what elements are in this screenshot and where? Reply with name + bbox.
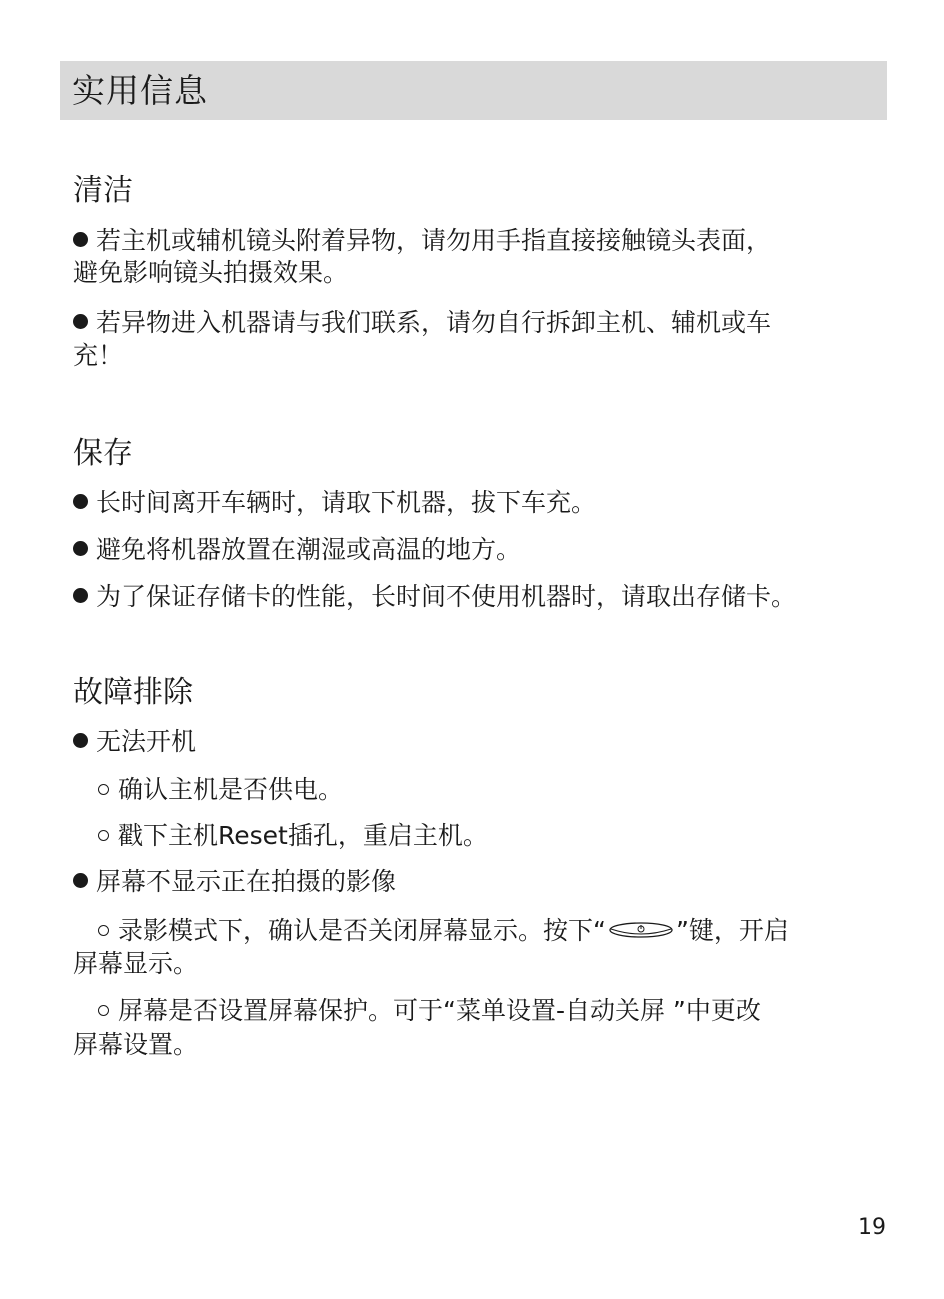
bullet-icon xyxy=(73,588,88,603)
bullet-icon xyxy=(73,541,88,556)
list-item-text: 避免将机器放置在潮湿或高温的地方。 xyxy=(96,535,522,564)
list-item xyxy=(73,307,771,339)
sub-list-item-continuation: 屏幕设置。 xyxy=(73,1030,199,1059)
list-item xyxy=(73,726,196,758)
sub-list-item-text: 确认主机是否供电。 xyxy=(118,775,344,804)
section-heading-storage: 保存 xyxy=(73,436,133,471)
list-item-text: 若异物进入机器请与我们联系，请勿自行拆卸主机、辅机或车 xyxy=(96,308,772,337)
sub-list-item xyxy=(98,774,343,806)
list-item xyxy=(73,534,521,566)
list-item-text: 为了保证存储卡的性能，长时间不使用机器时，请取出存储卡。 xyxy=(96,582,797,611)
power-button-icon xyxy=(608,919,674,941)
list-item-continuation: 充！ xyxy=(73,341,124,370)
hollow-bullet-icon xyxy=(98,784,109,795)
bullet-icon xyxy=(73,873,88,888)
list-item xyxy=(73,866,396,898)
list-item-text: 若主机或辅机镜头附着异物，请勿用手指直接接触镜头表面， xyxy=(96,226,772,255)
sub-list-item xyxy=(98,995,761,1027)
bullet-icon xyxy=(73,314,88,329)
page-number: 19 xyxy=(858,1215,886,1240)
list-item xyxy=(73,581,796,613)
hollow-bullet-icon xyxy=(98,830,109,841)
sub-list-item-continuation: 屏幕显示。 xyxy=(73,949,199,978)
bullet-icon xyxy=(73,494,88,509)
bullet-icon xyxy=(73,232,88,247)
page-title: 实用信息 xyxy=(60,61,887,120)
list-item-text: 无法开机 xyxy=(96,727,197,756)
sub-list-item-text-end: ”键，开启 xyxy=(675,916,789,945)
list-item xyxy=(73,487,596,519)
hollow-bullet-icon xyxy=(98,925,109,936)
sub-list-item xyxy=(98,820,488,852)
bullet-icon xyxy=(73,733,88,748)
sub-list-item xyxy=(98,915,789,947)
hollow-bullet-icon xyxy=(98,1005,109,1016)
sub-list-item-text: 屏幕是否设置屏幕保护。可于“菜单设置-自动关屏 ”中更改 xyxy=(118,996,761,1025)
sub-list-item-text: 戳下主机Reset插孔，重启主机。 xyxy=(118,821,488,850)
list-item-text: 屏幕不显示正在拍摄的影像 xyxy=(96,867,397,896)
list-item-text: 长时间离开车辆时，请取下机器，拔下车充。 xyxy=(96,488,597,517)
section-heading-troubleshooting: 故障排除 xyxy=(73,675,193,710)
list-item-continuation: 避免影响镜头拍摄效果。 xyxy=(73,258,349,287)
section-heading-cleaning: 清洁 xyxy=(73,173,133,208)
list-item xyxy=(73,225,771,257)
sub-list-item-text: 录影模式下，确认是否关闭屏幕显示。按下“ xyxy=(118,916,606,945)
